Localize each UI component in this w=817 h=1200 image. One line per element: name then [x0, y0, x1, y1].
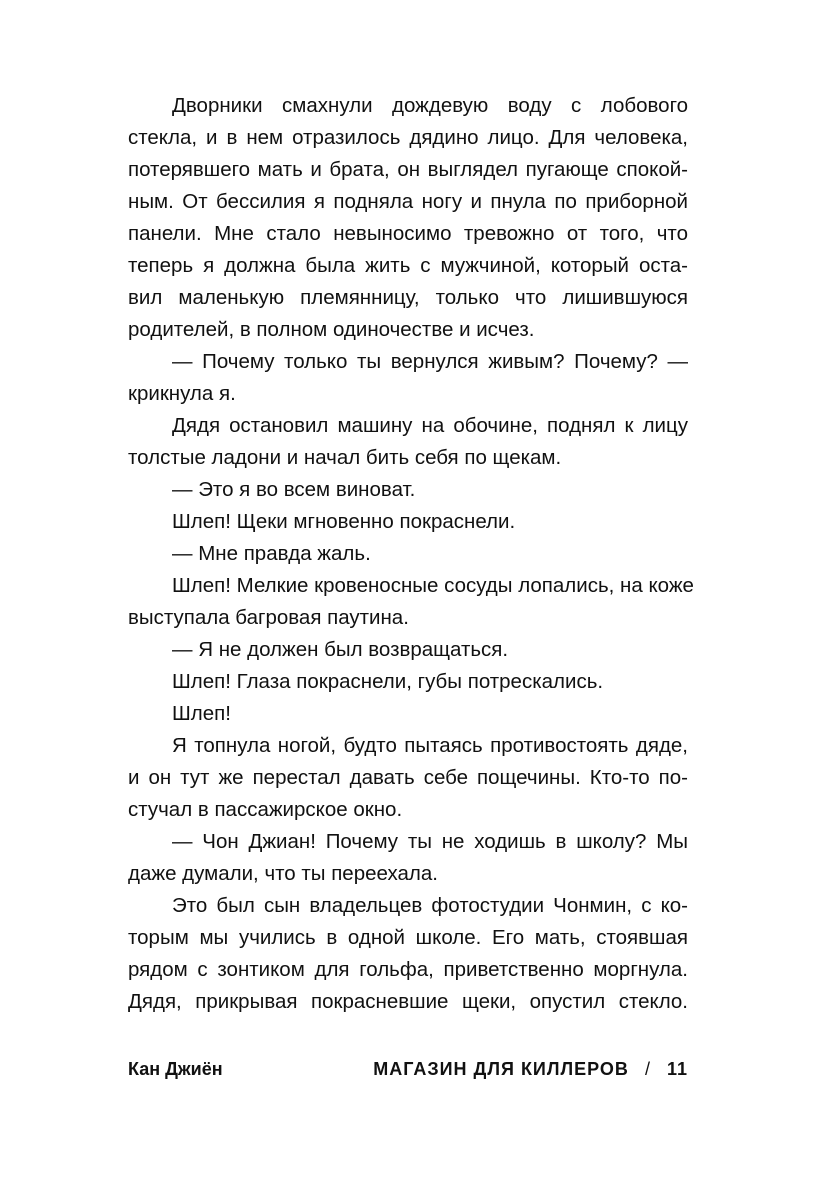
text-line: торым мы учились в одной школе. Его мать, стоявшая [128, 926, 688, 949]
text-line: даже думали, что ты переехала. [128, 862, 438, 885]
text-line: вил маленькую племянницу, только что лишившуюся [128, 286, 688, 309]
footer-separator: / [644, 1059, 651, 1079]
text-line: Это был сын владельцев фотостудии Чонмин, с ко- [172, 894, 688, 917]
page-footer [128, 1054, 688, 1084]
footer-page-number: 11 [666, 1059, 688, 1079]
text-line: панели. Мне стало невыносимо тревожно от того, что [128, 222, 688, 245]
text-line: — Мне правда жаль. [172, 542, 371, 565]
text-line: толстые ладони и начал бить себя по щекам. [128, 446, 562, 469]
text-line: Шлеп! Щеки мгновенно покраснели. [172, 510, 516, 533]
text-line: Я топнула ногой, будто пытаясь противостоять дяде, [172, 734, 688, 757]
text-line: родителей, в полном одиночестве и исчез. [128, 318, 535, 341]
text-line: стекла, и в нем отразилось дядино лицо. Для человека, [128, 126, 688, 149]
text-line: — Чон Джиан! Почему ты не ходишь в школу? Мы [172, 830, 688, 853]
text-line: — Я не должен был возвращаться. [172, 638, 509, 661]
text-line: выступала багровая паутина. [128, 606, 409, 629]
text-line: Шлеп! [172, 702, 231, 725]
text-line: потерявшего мать и брата, он выглядел пугающе спокой- [128, 158, 688, 181]
text-line: стучал в пассажирское окно. [128, 798, 403, 821]
footer-title-group [373, 1054, 688, 1084]
text-line: и он тут же перестал давать себе пощечины. Кто-то по- [128, 766, 688, 789]
text-line: Шлеп! Мелкие кровеносные сосуды лопались, на коже [172, 574, 694, 597]
footer-book-title: МАГАЗИН ДЛЯ КИЛЛЕРОВ [373, 1059, 629, 1079]
text-line: — Почему только ты вернулся живым? Почему? — [172, 350, 688, 373]
text-line: Дворники смахнули дождевую воду с лобового [172, 94, 688, 117]
text-line: теперь я должна была жить с мужчиной, который оста- [128, 254, 688, 277]
text-line: Дядя остановил машину на обочине, поднял к лицу [172, 414, 688, 437]
text-line: — Это я во всем виноват. [172, 478, 416, 501]
text-line: крикнула я. [128, 382, 236, 405]
page-body-text [128, 90, 694, 1018]
footer-author: Кан Джиён [128, 1059, 223, 1079]
text-line: рядом с зонтиком для гольфа, приветственно моргнула. [128, 958, 688, 981]
text-line: Шлеп! Глаза покраснели, губы потрескались. [172, 670, 604, 693]
text-line: Дядя, прикрывая покрасневшие щеки, опустил стекло. [128, 990, 688, 1013]
text-line: ным. От бессилия я подняла ногу и пнула по приборной [128, 190, 688, 213]
